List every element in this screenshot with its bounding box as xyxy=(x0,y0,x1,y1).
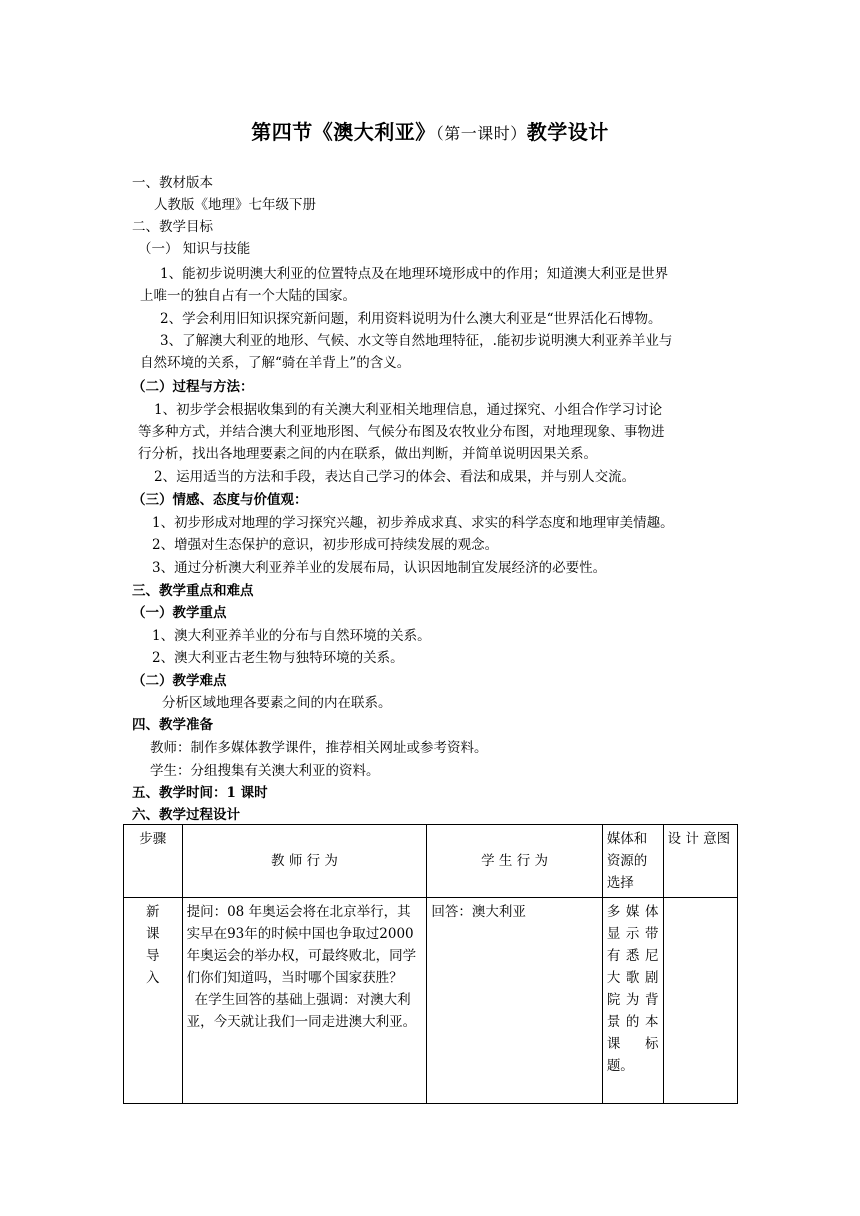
step-char: 入 xyxy=(146,970,160,986)
text-line: 2、澳大利亚古老生物与独特环境的关系。 xyxy=(152,650,404,666)
text-line: 行分析，找出各地理要素之间的内在联系，做出判断，并简单说明因果关系。 xyxy=(138,446,597,462)
title-main-a: 第四节《澳大利亚》 xyxy=(251,120,436,144)
text-line: 1、初步形成对地理的学习探究兴趣，初步养成求真、求实的科学态度和地理审美情趣。 xyxy=(152,515,674,531)
text-line: 2、运用适当的方法和手段，表达自己学习的体会、看法和成果，并与别人交流。 xyxy=(154,469,636,485)
step-cell xyxy=(124,898,183,1104)
section-heading-3: 三、教学重点和难点 xyxy=(132,583,254,599)
teaching-process-table xyxy=(123,824,738,1104)
text-line: 2、增强对生态保护的意识，初步形成可持续发展的观念。 xyxy=(152,537,499,553)
text-line: 教师：制作多媒体教学课件，推荐相关网址或参考资料。 xyxy=(150,740,488,756)
text-line: 自然环境的关系，了解“骑在羊背上”的含义。 xyxy=(140,355,411,371)
header-media: 媒体和资源的选择 xyxy=(602,825,663,898)
teacher-text-2: 在学生回答的基础上强调：对澳大利亚，今天就让我们一同走进澳大利亚。 xyxy=(186,992,417,1030)
section-heading-2: 二、教学目标 xyxy=(132,219,213,235)
subsection-heading: （一） 知识与技能 xyxy=(138,241,251,257)
step-char: 课 xyxy=(146,926,160,942)
teacher-text: 提问：08 年奥运会将在北京举行，其实早在93年的时候中国也争取过2000 年奥运会的举办权，可最终败北，同学们你们知道吗，当时哪个国家获胜？ xyxy=(186,904,417,986)
text-line: 3、通过分析澳大利亚养羊业的发展布局，认识因地制宜发展经济的必要性。 xyxy=(152,560,607,576)
subsection-heading: （一）教学重点 xyxy=(132,605,227,621)
text-line: 学生：分组搜集有关澳大利亚的资料。 xyxy=(150,763,380,779)
document-title xyxy=(0,116,860,145)
header-intent: 设 计 意图 xyxy=(663,825,737,898)
section-heading-4: 四、教学准备 xyxy=(132,717,213,733)
subsection-heading: （三）情感、态度与价值观： xyxy=(132,492,308,508)
section-heading-6: 六、教学过程设计 xyxy=(132,807,240,823)
header-step: 步骤 xyxy=(124,825,183,898)
student-cell: 回答：澳大利亚 xyxy=(427,898,602,1104)
subsection-heading: （二）过程与方法： xyxy=(132,379,254,395)
header-teacher: 教 师 行 为 xyxy=(182,825,427,898)
text-line: 1、初步学会根据收集到的有关澳大利亚相关地理信息，通过探究、小组合作学习讨论 xyxy=(154,402,663,418)
step-char: 导 xyxy=(146,948,160,964)
title-sub: （第一课时） xyxy=(435,124,527,143)
text-line: 人教版《地理》七年级下册 xyxy=(154,197,316,213)
text-line: 1、能初步说明澳大利亚的位置特点及在地理环境形成中的作用；知道澳大利亚是世界 xyxy=(160,266,669,282)
table-row xyxy=(124,898,738,1104)
text-line: 等多种方式，并结合澳大利亚地形图、气候分布图及农牧业分布图，对地理现象、事物进 xyxy=(138,424,665,440)
intent-cell xyxy=(663,898,737,1104)
title-main-b: 教学设计 xyxy=(526,120,609,144)
text-line: 3、了解澳大利亚的地形、气候、水文等自然地理特征，.能初步说明澳大利亚养羊业与 xyxy=(160,333,673,349)
text-line: 2、学会利用旧知识探究新问题，利用资料说明为什么澳大利亚是“世界活化石博物。 xyxy=(160,311,662,327)
table-header-row xyxy=(124,825,738,898)
section-heading-1: 一、教材版本 xyxy=(132,175,213,191)
text-line: 1、澳大利亚养羊业的分布与自然环境的关系。 xyxy=(152,628,431,644)
media-cell: 多媒体显示带有悉尼大歌剧院为背景的本课标题。 xyxy=(602,898,663,1104)
teacher-cell xyxy=(182,898,427,1104)
subsection-heading: （二）教学难点 xyxy=(132,673,227,689)
section-heading-5: 五、教学时间：1 课时 xyxy=(132,785,268,801)
text-line: 上唯一的独自占有一个大陆的国家。 xyxy=(140,288,356,304)
text-line: 分析区域地理各要素之间的内在联系。 xyxy=(162,695,392,711)
header-student: 学 生 行 为 xyxy=(427,825,602,898)
step-char: 新 xyxy=(146,904,160,920)
